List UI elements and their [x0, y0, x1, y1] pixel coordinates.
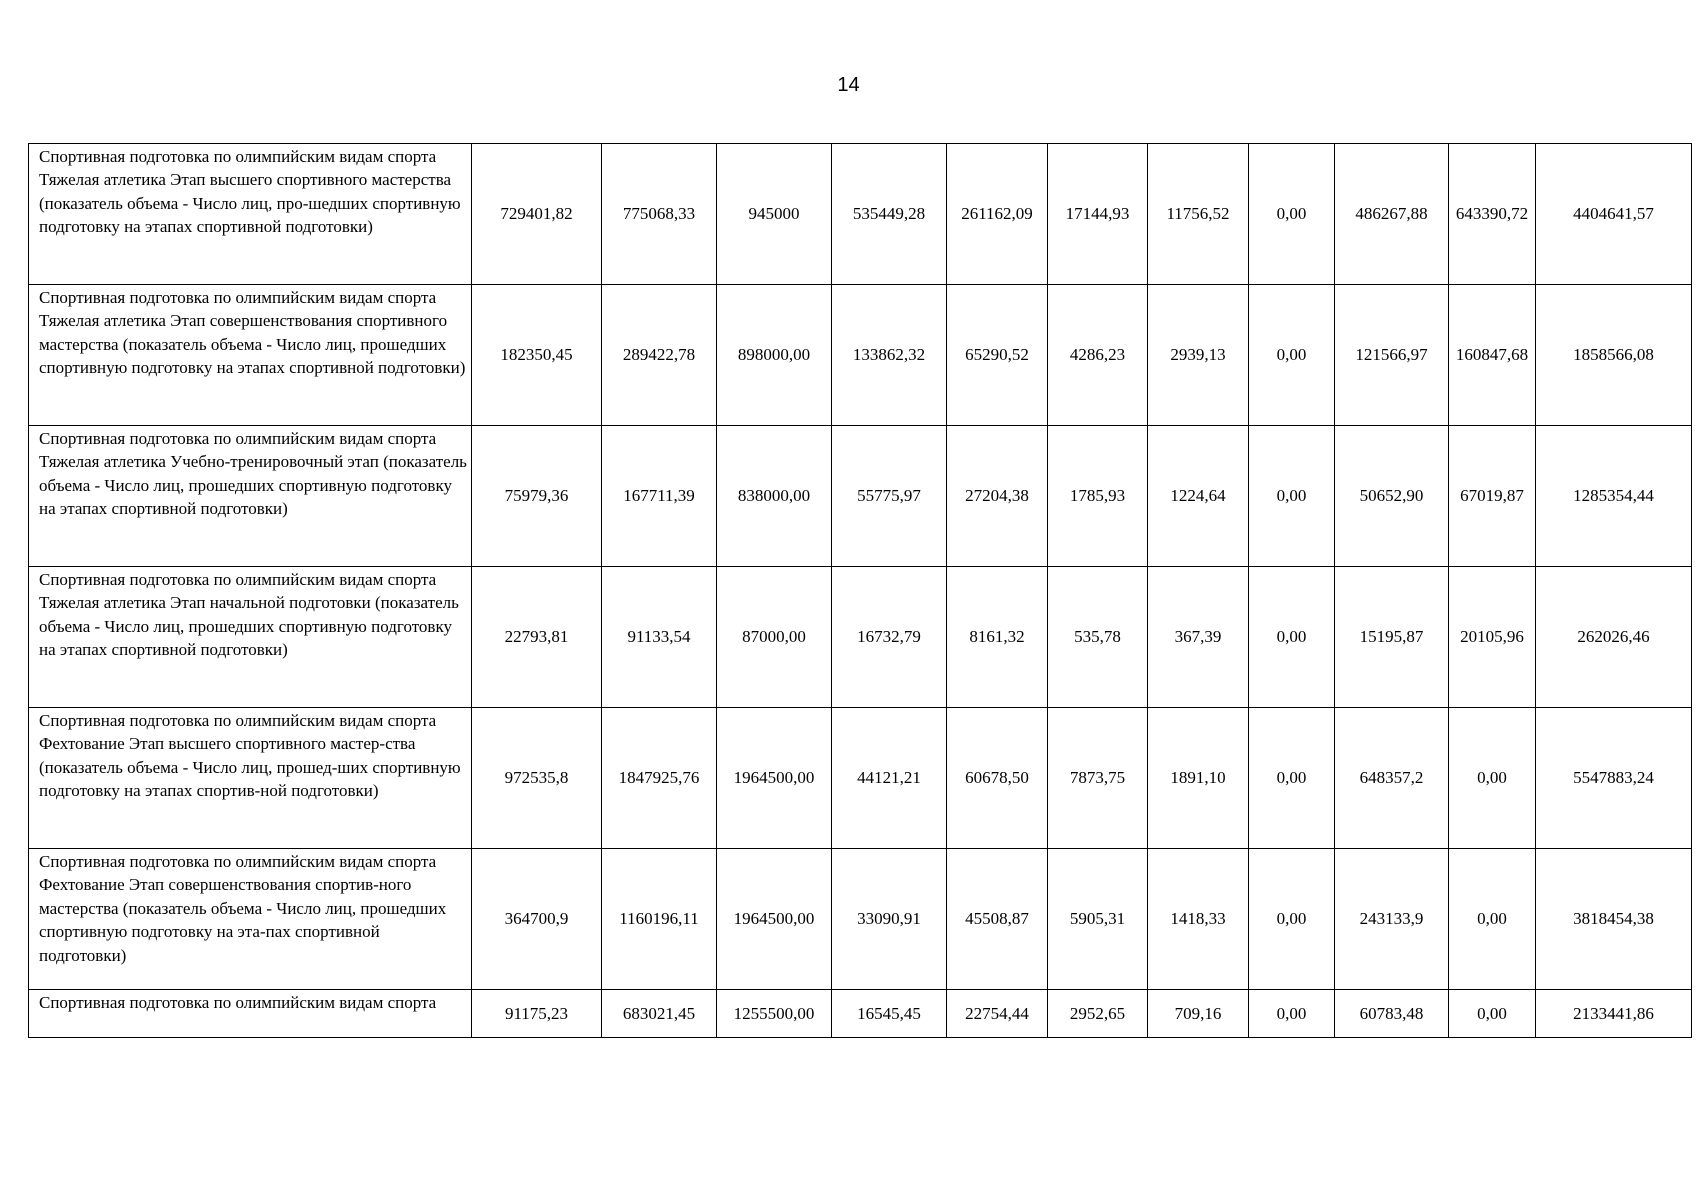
value-cell: 0,00: [1249, 567, 1335, 708]
value-cell: 2939,13: [1148, 285, 1249, 426]
value-cell: 838000,00: [717, 426, 832, 567]
value-cell: 775068,33: [602, 144, 717, 285]
page-number: 14: [837, 74, 860, 96]
value-cell: 133862,32: [832, 285, 947, 426]
value-cell: 91175,23: [472, 990, 602, 1038]
value-cell: 0,00: [1449, 990, 1536, 1038]
value-cell: 8161,32: [947, 567, 1048, 708]
value-cell: 22754,44: [947, 990, 1048, 1038]
value-cell: 87000,00: [717, 567, 832, 708]
value-cell: 27204,38: [947, 426, 1048, 567]
row-description: Спортивная подготовка по олимпийским видам спорта Тяжелая атлетика Учебно-тренировочный этап (показатель объема - Число лиц, прошедших спортивную подготовку на этапах спортивной подготовки): [29, 426, 472, 567]
value-cell: 167711,39: [602, 426, 717, 567]
value-cell: 5547883,24: [1536, 708, 1692, 849]
value-cell: 0,00: [1249, 285, 1335, 426]
table-body: [29, 144, 1692, 1038]
value-cell: 1964500,00: [717, 708, 832, 849]
value-cell: 4404641,57: [1536, 144, 1692, 285]
value-cell: 75979,36: [472, 426, 602, 567]
value-cell: 33090,91: [832, 849, 947, 990]
value-cell: 0,00: [1449, 708, 1536, 849]
value-cell: 1891,10: [1148, 708, 1249, 849]
value-cell: 261162,09: [947, 144, 1048, 285]
value-cell: 0,00: [1249, 144, 1335, 285]
value-cell: 0,00: [1249, 708, 1335, 849]
value-cell: 45508,87: [947, 849, 1048, 990]
value-cell: 5905,31: [1048, 849, 1148, 990]
value-cell: 17144,93: [1048, 144, 1148, 285]
value-cell: 44121,21: [832, 708, 947, 849]
value-cell: 1285354,44: [1536, 426, 1692, 567]
value-cell: 1224,64: [1148, 426, 1249, 567]
table-row: [29, 426, 1692, 567]
value-cell: 67019,87: [1449, 426, 1536, 567]
value-cell: 60678,50: [947, 708, 1048, 849]
value-cell: 60783,48: [1335, 990, 1449, 1038]
value-cell: 121566,97: [1335, 285, 1449, 426]
value-cell: 7873,75: [1048, 708, 1148, 849]
value-cell: 898000,00: [717, 285, 832, 426]
value-cell: 289422,78: [602, 285, 717, 426]
row-description: Спортивная подготовка по олимпийским видам спорта Тяжелая атлетика Этап начальной подготовки (показатель объема - Число лиц, прошедших спортивную подготовку на этапах спортивной подготовки): [29, 567, 472, 708]
value-cell: 945000: [717, 144, 832, 285]
value-cell: 262026,46: [1536, 567, 1692, 708]
value-cell: 1964500,00: [717, 849, 832, 990]
value-cell: 65290,52: [947, 285, 1048, 426]
value-cell: 729401,82: [472, 144, 602, 285]
value-cell: 2133441,86: [1536, 990, 1692, 1038]
value-cell: 1858566,08: [1536, 285, 1692, 426]
value-cell: 3818454,38: [1536, 849, 1692, 990]
value-cell: 535,78: [1048, 567, 1148, 708]
table-row: [29, 285, 1692, 426]
value-cell: 486267,88: [1335, 144, 1449, 285]
row-description: Спортивная подготовка по олимпийским видам спорта Фехтование Этап совершенствования спортив-ного мастерства (показатель объема - Число лиц, прошедших спортивную подготовку на эта-пах спортивной подготовки): [29, 849, 472, 990]
value-cell: 367,39: [1148, 567, 1249, 708]
table-row: [29, 708, 1692, 849]
row-description: Спортивная подготовка по олимпийским видам спорта Тяжелая атлетика Этап совершенствования спортивного мастерства (показатель объема - Число лиц, прошедших спортивную подготовку на этапах спортивной подготовки): [29, 285, 472, 426]
value-cell: 4286,23: [1048, 285, 1148, 426]
value-cell: 1785,93: [1048, 426, 1148, 567]
value-cell: 16732,79: [832, 567, 947, 708]
value-cell: 1418,33: [1148, 849, 1249, 990]
value-cell: 1847925,76: [602, 708, 717, 849]
value-cell: 55775,97: [832, 426, 947, 567]
value-cell: 709,16: [1148, 990, 1249, 1038]
value-cell: 643390,72: [1449, 144, 1536, 285]
value-cell: 20105,96: [1449, 567, 1536, 708]
value-cell: 1255500,00: [717, 990, 832, 1038]
value-cell: 11756,52: [1148, 144, 1249, 285]
value-cell: 0,00: [1249, 849, 1335, 990]
value-cell: 16545,45: [832, 990, 947, 1038]
value-cell: 22793,81: [472, 567, 602, 708]
budget-table: [28, 143, 1692, 1038]
value-cell: 0,00: [1249, 426, 1335, 567]
table-row: [29, 990, 1692, 1038]
value-cell: 243133,9: [1335, 849, 1449, 990]
row-description: Спортивная подготовка по олимпийским видам спорта: [29, 990, 472, 1038]
row-description: Спортивная подготовка по олимпийским видам спорта Тяжелая атлетика Этап высшего спортивного мастерства (показатель объема - Число лиц, про-шедших спортивную подготовку на этапах спортивной подготовки): [29, 144, 472, 285]
value-cell: 160847,68: [1449, 285, 1536, 426]
value-cell: 0,00: [1449, 849, 1536, 990]
value-cell: 535449,28: [832, 144, 947, 285]
value-cell: 50652,90: [1335, 426, 1449, 567]
value-cell: 972535,8: [472, 708, 602, 849]
table-row: [29, 144, 1692, 285]
value-cell: 683021,45: [602, 990, 717, 1038]
table-row: [29, 567, 1692, 708]
value-cell: 1160196,11: [602, 849, 717, 990]
value-cell: 648357,2: [1335, 708, 1449, 849]
value-cell: 182350,45: [472, 285, 602, 426]
value-cell: 0,00: [1249, 990, 1335, 1038]
row-description: Спортивная подготовка по олимпийским видам спорта Фехтование Этап высшего спортивного мастер-ства (показатель объема - Число лиц, прошед-ших спортивную подготовку на этапах спортив-ной подготовки): [29, 708, 472, 849]
value-cell: 91133,54: [602, 567, 717, 708]
table-row: [29, 849, 1692, 990]
value-cell: 2952,65: [1048, 990, 1148, 1038]
value-cell: 15195,87: [1335, 567, 1449, 708]
value-cell: 364700,9: [472, 849, 602, 990]
